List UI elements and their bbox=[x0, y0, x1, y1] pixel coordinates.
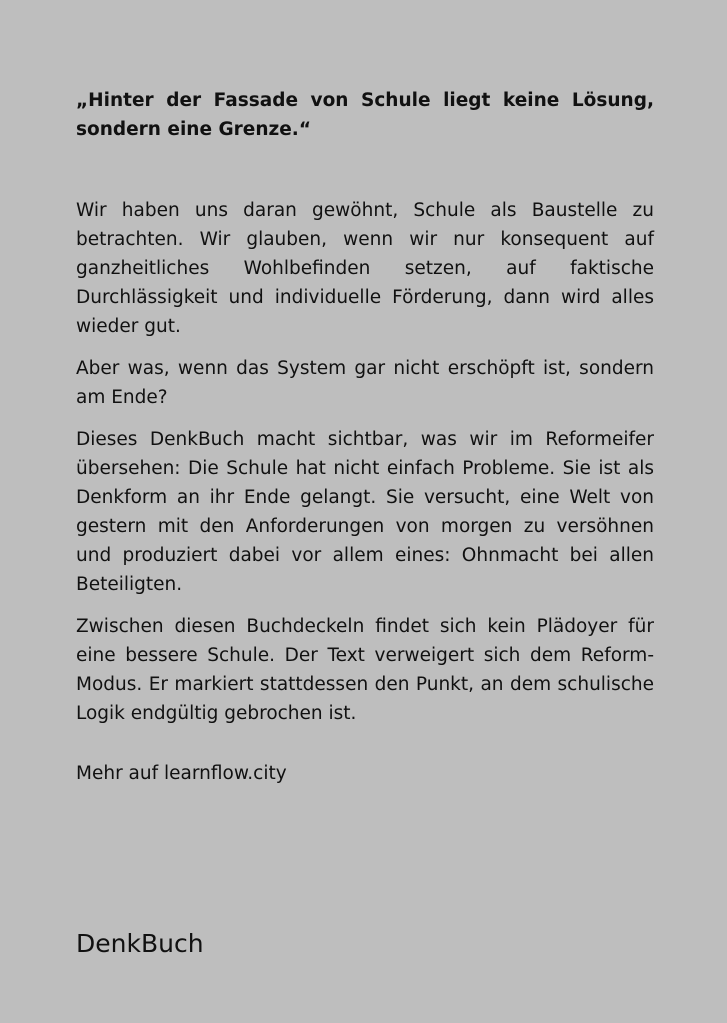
brand-name: DenkBuch bbox=[76, 929, 204, 958]
website-reference: Mehr auf learnflow.city bbox=[76, 763, 287, 784]
blurb-paragraph-4: Zwischen diesen Buchdeckeln findet sich kein Plädoyer für eine bessere Schule. Der Text verweigert sich dem Reform-Modus. Er markiert stattdessen den Punkt, an dem schulische Logik endgültig gebrochen ist. bbox=[76, 616, 654, 724]
back-cover-content bbox=[76, 86, 654, 741]
blurb-text bbox=[76, 196, 654, 728]
blurb-paragraph-1: Wir haben uns daran gewöhnt, Schule als Baustelle zu betrachten. Wir glauben, wenn wir nur konsequent auf ganzheitliches Wohlbefinden setzen, auf faktische Durchlässigkeit und individuelle Förderung, dann wird alles wieder gut. bbox=[76, 200, 654, 337]
blurb-paragraph-3: Dieses DenkBuch macht sichtbar, was wir im Reformeifer übersehen: Die Schule hat nicht einfach Probleme. Sie ist als Denkform an ihr Ende gelangt. Sie versucht, eine Welt von gestern mit den Anforderungen von morgen zu versöhnen und produziert dabei vor allem eines: Ohnmacht bei allen Beteiligten. bbox=[76, 429, 654, 595]
blurb-paragraph-2: Aber was, wenn das System gar nicht erschöpft ist, sondern am Ende? bbox=[76, 358, 654, 408]
cover-quote: „Hinter der Fassade von Schule liegt keine Lösung, sondern eine Grenze.“ bbox=[76, 90, 654, 140]
